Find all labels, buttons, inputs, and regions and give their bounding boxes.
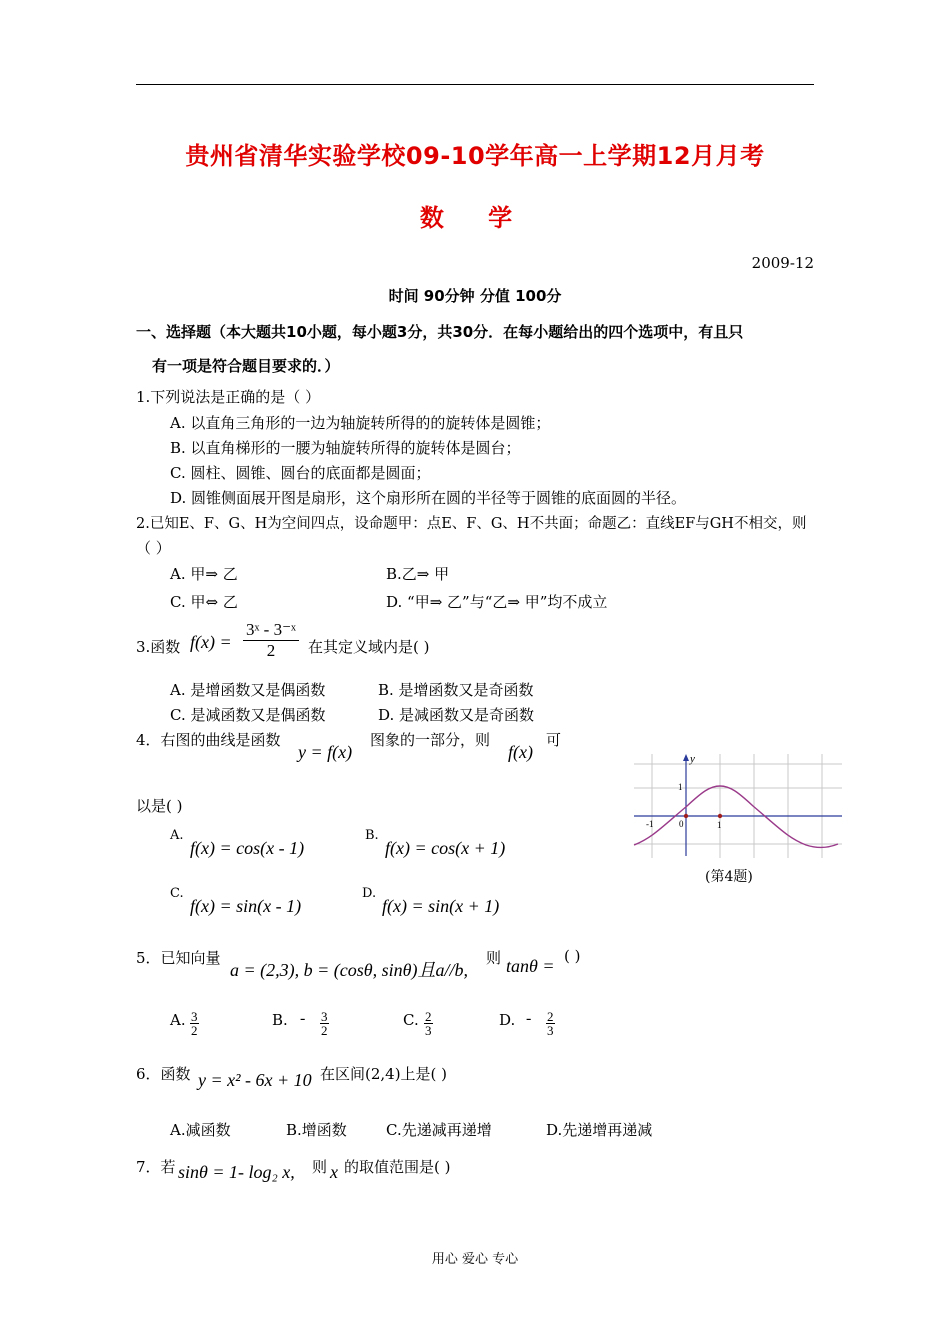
graph-y-label: y: [690, 753, 695, 765]
question-5-prefix: 5．已知向量: [136, 949, 221, 967]
question-5-d-den: 3: [547, 1023, 554, 1038]
graph-tick-y1: 1: [678, 782, 683, 792]
question-3-denominator: 2: [266, 641, 276, 660]
question-5-tan: [506, 956, 555, 977]
question-1-stem: 1.下列说法是正确的是（ ）: [136, 388, 321, 406]
question-4-option-b: [385, 838, 505, 859]
question-4-func-text: y = f(x): [298, 742, 353, 762]
graph-y-arrow: [683, 754, 689, 761]
time-info: 时间 90分钟 分值 100分: [388, 287, 562, 305]
question-5-paren: ( ): [564, 947, 581, 965]
question-5-option-d-label: D.: [499, 1011, 516, 1029]
question-5-option-a-label: A.: [170, 1011, 186, 1029]
question-7-x: [330, 1162, 338, 1183]
question-4-option-b-label: B.: [365, 828, 379, 843]
page-footer: 用心 爱心 专心: [431, 1252, 519, 1267]
question-4-caption: (第4题): [705, 869, 753, 885]
question-4-option-a-text: f(x) = cos(x - 1): [190, 838, 305, 858]
question-4-func: [298, 742, 352, 763]
question-4-option-d: [382, 896, 499, 917]
question-3-func: [190, 632, 232, 653]
question-5-option-c: [424, 1010, 433, 1037]
header-rule: [136, 84, 814, 85]
question-6-option-d: D.先递增再递减: [546, 1121, 653, 1139]
graph-tick-x1: 1: [717, 820, 722, 830]
question-5-a-den: 2: [191, 1023, 198, 1038]
question-5-option-b-label: B.: [272, 1011, 288, 1029]
question-6-expr-text: y = x² - 6x + 10: [198, 1070, 312, 1090]
question-6-prefix: 6．函数: [136, 1065, 191, 1083]
question-4-option-d-text: f(x) = sin(x + 1): [382, 896, 500, 916]
question-5-d-sign: -: [526, 1010, 532, 1027]
question-7-prefix: 7．若: [136, 1158, 176, 1176]
question-2-option-c: C. 甲⇔ 乙: [170, 593, 238, 611]
question-5-tan-text: tanθ =: [506, 956, 555, 976]
question-4-option-c: [190, 896, 301, 917]
graph-curve: [634, 786, 838, 848]
question-5-a-num: 3: [191, 1009, 198, 1024]
question-4-line2: 以是( ): [136, 797, 183, 815]
question-6-option-b: B.增函数: [286, 1121, 347, 1139]
question-6-expr: [198, 1070, 312, 1091]
question-6-option-c: C.先递减再递增: [386, 1121, 492, 1139]
exam-title: 贵州省清华实验学校09-10学年高一上学期12月月考: [185, 142, 765, 170]
question-5-option-c-label: C.: [403, 1011, 419, 1029]
question-4-fx: [508, 742, 533, 763]
question-4-fx-text: f(x): [508, 742, 533, 762]
question-2-stem: 2.已知E、F、G、H为空间四点，设命题甲：点E、F、G、H不共面；命题乙：直线EF与GH不相交，则: [136, 516, 807, 532]
subject-title: 数 学: [419, 204, 531, 232]
question-7-expr-text: sinθ = 1- log₂ x,: [178, 1162, 295, 1182]
question-5-b-den: 2: [321, 1023, 328, 1038]
question-7-x-text: x: [330, 1162, 338, 1182]
question-6-option-a: A.减函数: [170, 1121, 231, 1139]
question-1-option-a: A. 以直角三角形的一边为轴旋转所得的的旋转体是圆锥；: [170, 414, 551, 432]
graph-grid: [634, 754, 842, 858]
question-5-b-num: 3: [321, 1009, 328, 1024]
question-3-option-b: B. 是增函数又是奇函数: [378, 681, 534, 699]
section-heading-line2: 有一项是符合题目要求的．）: [152, 357, 340, 375]
exam-date: 2009-12: [751, 254, 814, 272]
question-4-mid: 图象的一部分，则: [370, 731, 491, 749]
question-2-option-b: B.乙⇒ 甲: [386, 565, 450, 583]
question-4-prefix: 4．右图的曲线是函数: [136, 731, 281, 749]
question-2-option-a: A. 甲⇒ 乙: [170, 565, 238, 583]
question-3-fraction: [243, 620, 299, 661]
graph-tick-0: 0: [679, 819, 684, 829]
question-3-option-d: D. 是减函数又是奇函数: [378, 706, 535, 724]
question-5-option-d: [546, 1010, 555, 1037]
graph-origin-dot: [684, 814, 688, 818]
question-7-suffix: 的取值范围是( ): [344, 1158, 451, 1176]
question-1-option-d: D. 圆锥侧面展开图是扇形，这个扇形所在圆的半径等于圆锥的底面圆的半径。: [170, 489, 687, 507]
question-3-prefix: 3.函数: [136, 638, 181, 656]
question-5-b-sign: -: [300, 1010, 306, 1027]
question-2-option-d: D. “甲⇒ 乙”与“乙⇒ 甲”均不成立: [386, 593, 608, 611]
question-4-option-a: [190, 838, 304, 859]
question-3-func-text: f(x) =: [190, 632, 232, 652]
section-heading-line1: 一、选择题（本大题共10小题，每小题3分，共30分．在每小题给出的四个选项中，有且只: [136, 323, 744, 341]
question-1-option-c: C. 圆柱、圆锥、圆台的底面都是圆面；: [170, 464, 431, 482]
question-5-option-a: [190, 1010, 199, 1037]
question-4-option-c-text: f(x) = sin(x - 1): [190, 896, 302, 916]
question-4-option-d-label: D.: [362, 886, 377, 901]
graph-point-1: [718, 814, 722, 818]
question-5-c-num: 2: [425, 1009, 432, 1024]
question-5-d-num: 2: [547, 1009, 554, 1024]
question-5-expr-text: a = (2,3), b = (cosθ, sinθ)且a//b,: [230, 960, 468, 980]
question-3-numerator: 3ˣ - 3⁻ˣ: [243, 620, 299, 641]
graph-tick-neg1: -1: [646, 819, 654, 829]
question-4-graph: [632, 752, 844, 860]
question-1-option-b: B. 以直角梯形的一腰为轴旋转所得的旋转体是圆台；: [170, 439, 521, 457]
question-2-stem-paren: （ ）: [136, 539, 171, 557]
question-5-c-den: 3: [425, 1023, 432, 1038]
question-5-expr: [230, 956, 468, 982]
question-3-suffix: 在其定义域内是( ): [308, 638, 430, 656]
question-7-expr: [178, 1162, 295, 1183]
question-4-option-b-text: f(x) = cos(x + 1): [385, 838, 506, 858]
question-5-then: 则: [486, 949, 502, 967]
question-3-option-a: A. 是增函数又是偶函数: [170, 681, 326, 699]
question-7-then: 则: [312, 1158, 328, 1176]
question-4-option-a-label: A.: [170, 828, 184, 843]
question-4-option-c-label: C.: [170, 886, 184, 901]
question-3-option-c: C. 是减函数又是偶函数: [170, 706, 326, 724]
question-5-option-b: [320, 1010, 329, 1037]
question-6-suffix: 在区间(2,4)上是( ): [320, 1065, 448, 1083]
question-4-ke: 可: [546, 731, 562, 749]
